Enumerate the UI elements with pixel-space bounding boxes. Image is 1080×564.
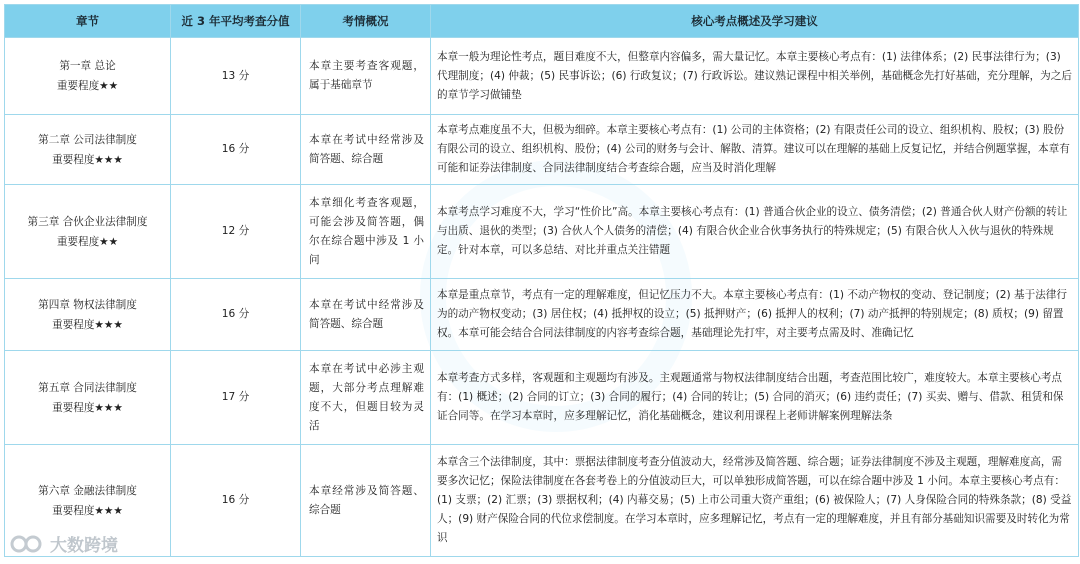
chapter-title: 第六章 金融法律制度 (38, 484, 137, 497)
score-cell: 17 分 (171, 351, 301, 445)
table-header-row (5, 5, 1079, 38)
situation-cell: 本章经常涉及简答题、综合题 (301, 445, 431, 557)
score-cell: 16 分 (171, 445, 301, 557)
importance-rating: 重要程度★★★ (52, 153, 123, 166)
header-avg-score: 近 3 年平均考查分值 (171, 5, 301, 38)
situation-cell: 本章在考试中经常涉及简答题、综合题 (301, 279, 431, 351)
chapter-cell (5, 351, 171, 445)
chapter-title: 第一章 总论 (59, 60, 116, 72)
advice-cell: 本章是重点章节，考点有一定的理解难度，但记忆压力不大。本章主要核心考点有：(1) 不动产物权的变动、登记制度；(2) 基于法律行为的动产物权变动；(3) 居住权；(4) 抵押权的设立；(5) 抵押财产；(6) 抵押人的权利；(7) 动产抵押的特别规定；(8) 质权；(9) 留置权。本章可能会结合合同法律制度的内容考查综合题，基础理论先打牢，对主要考点需及时、准确记忆 (431, 279, 1079, 351)
importance-rating: 重要程度★★ (56, 80, 119, 92)
table-row (5, 445, 1079, 557)
logo-icon (10, 533, 44, 555)
advice-cell: 本章含三个法律制度，其中：票据法律制度考查分值波动大，经常涉及简答题、综合题；证券法律制度不涉及主观题，理解难度高，需要多次记忆；保险法律制度在各套考卷上的分值波动巨大，可以单独形成简答题，可以在综合题中涉及 1 小问。本章主要核心考点有：(1) 支票；(2) 汇票；(3) 票据权利；(4) 内幕交易；(5) 上市公司重大资产重组；(6) 被保险人；(7) 人身保险合同的特殊条款；(8) 受益人；(9) 财产保险合同的代位求偿制度。在学习本章时，应多理解记忆，考点有一定的理解难度，并且有部分基础知识需要及时转化为常识 (431, 445, 1079, 557)
advice-cell: 本章考点难度虽不大，但极为细碎。本章主要核心考点有：(1) 公司的主体资格；(2) 有限责任公司的设立、组织机构、股权；(3) 股份有限公司的设立、组织机构、股份；(4) 公司的财务与会计、解散、清算。建议可以在理解的基础上反复记忆，并结合例题掌握，本章有可能和证券法律制度、合同法律制度结合考查综合题，应当及时消化理解 (431, 115, 1079, 185)
syllabus-table (4, 4, 1079, 557)
importance-rating: 重要程度★★★ (52, 401, 123, 414)
advice-cell: 本章考查方式多样，客观题和主观题均有涉及。主观题通常与物权法律制度结合出题，考查范围比较广，难度较大。本章主要核心考点有：(1) 概述；(2) 合同的订立；(3) 合同的履行；(4) 合同的转让；(5) 合同的消灭；(6) 违约责任；(7) 买卖、赠与、借款、租赁和保证合同等。在学习本章时，应多理解记忆，消化基础概念，建议利用课程上老师讲解案例理解法条 (431, 351, 1079, 445)
score-cell: 12 分 (171, 185, 301, 279)
chapter-title: 第四章 物权法律制度 (38, 298, 137, 311)
table-row (5, 185, 1079, 279)
table-row (5, 351, 1079, 445)
chapter-cell (5, 115, 171, 185)
table-row (5, 279, 1079, 351)
score-cell: 16 分 (171, 115, 301, 185)
situation-cell: 本章在考试中必涉主观题，大部分考点理解难度不大，但题目较为灵活 (301, 351, 431, 445)
chapter-title: 第五章 合同法律制度 (38, 381, 137, 394)
advice-cell: 本章考点学习难度不大，学习“性价比”高。本章主要核心考点有：(1) 普通合伙企业的设立、债务清偿；(2) 普通合伙人财产份额的转让与出质、退伙的类型；(3) 合伙人个人债务的清偿；(4) 有限合伙企业合伙事务执行的特殊规定；(5) 有限合伙人入伙与退伙的特殊规定。针对本章，可以多总结、对比并重点关注错题 (431, 185, 1079, 279)
score-cell: 13 分 (171, 38, 301, 115)
watermark (10, 531, 118, 556)
importance-rating: 重要程度★★★ (52, 318, 123, 331)
table-row (5, 38, 1079, 115)
header-chapter: 章节 (5, 5, 171, 38)
chapter-cell (5, 185, 171, 279)
advice-cell: 本章一般为理论性考点，题目难度不大，但整章内容偏多，需大量记忆。本章主要核心考点有：(1) 法律体系；(2) 民事法律行为；(3) 代理制度；(4) 仲裁；(5) 民事诉讼；(6) 行政复议；(7) 行政诉讼。建议熟记课程中相关举例，基础概念先打好基础，充分理解，为之后的章节学习做铺垫 (431, 38, 1079, 115)
situation-cell: 本章在考试中经常涉及简答题、综合题 (301, 115, 431, 185)
chapter-cell (5, 279, 171, 351)
chapter-title: 第三章 合伙企业法律制度 (27, 215, 148, 228)
watermark-text: 大数跨境 (50, 536, 118, 556)
chapter-cell (5, 38, 171, 115)
situation-cell: 本章主要考查客观题，属于基础章节 (301, 38, 431, 115)
score-cell: 16 分 (171, 279, 301, 351)
importance-rating: 重要程度★★★ (52, 504, 123, 517)
header-core-points-advice: 核心考点概述及学习建议 (431, 5, 1079, 38)
header-exam-situation: 考情概况 (301, 5, 431, 38)
importance-rating: 重要程度★★ (56, 235, 119, 248)
situation-cell: 本章细化考查客观题，可能会涉及简答题，偶尔在综合题中涉及 1 小问 (301, 185, 431, 279)
table-row (5, 115, 1079, 185)
chapter-title: 第二章 公司法律制度 (38, 133, 137, 146)
